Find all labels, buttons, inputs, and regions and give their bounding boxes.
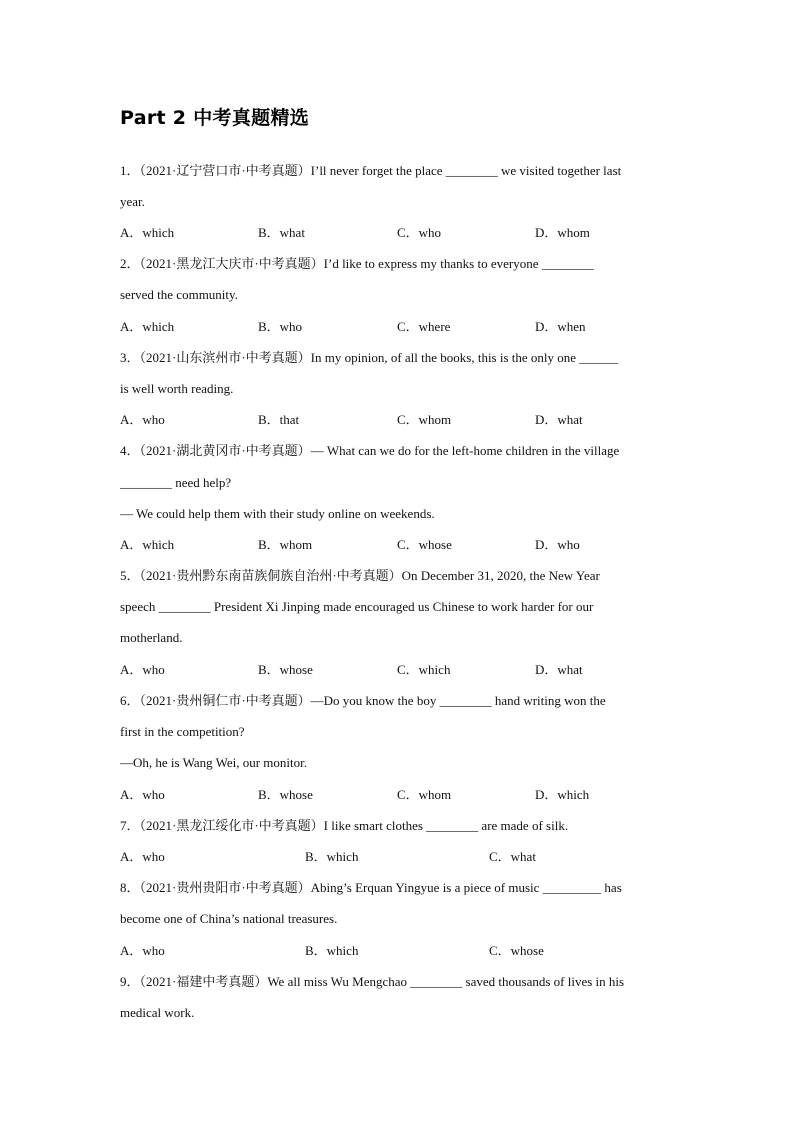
question-8-text: 8．（2021·贵州贵阳市·中考真题）Abing’s Erquan Yingyue is a piece of music _________ has: [120, 880, 622, 895]
question-5-text-cont: speech ________ President Xi Jinping made encouraged us Chinese to work harder for our: [120, 599, 594, 614]
question-9-text-cont: medical work.: [120, 1005, 195, 1020]
question-2-text: 2．（2021·黑龙江大庆市·中考真题）I’d like to express my thanks to everyone ________: [120, 256, 594, 271]
question-9-text: 9．（2021·福建中考真题）We all miss Wu Mengchao ________ saved thousands of lives in his: [120, 974, 625, 989]
question-6-response: —Oh, he is Wang Wei, our monitor.: [120, 755, 307, 770]
question-1-option-a: A．which: [120, 225, 175, 240]
question-5-text-cont-2: motherland.: [120, 630, 183, 645]
question-7-option-b: B．which: [305, 849, 359, 864]
question-5-text: 5．（2021·贵州黔东南苗族侗族自治州·中考真题）On December 31, 2020, the New Year: [120, 568, 600, 583]
question-3-option-a: A．who: [120, 412, 165, 427]
question-5-option-d: D．what: [535, 662, 583, 677]
question-8-option-a: A．who: [120, 943, 165, 958]
question-2-option-a: A．which: [120, 319, 175, 334]
question-7-text: 7．（2021·黑龙江绥化市·中考真题）I like smart clothes ________ are made of silk.: [120, 818, 569, 833]
question-4-option-a: A．which: [120, 537, 175, 552]
question-1-option-b: B．what: [258, 225, 305, 240]
question-4-option-b: B．whom: [258, 537, 313, 552]
question-2-option-d: D．when: [535, 319, 586, 334]
question-3-option-b: B．that: [258, 412, 300, 427]
question-4-option-c: C．whose: [397, 537, 452, 552]
question-2-option-c: C．where: [397, 319, 451, 334]
question-3-text-cont: is well worth reading.: [120, 381, 234, 396]
question-4-response: — We could help them with their study online on weekends.: [120, 506, 435, 521]
question-8-option-c: C．whose: [489, 943, 544, 958]
question-5-option-c: C．which: [397, 662, 451, 677]
question-8-option-b: B．which: [305, 943, 359, 958]
question-3-text: 3．（2021·山东滨州市·中考真题）In my opinion, of all the books, this is the only one ______: [120, 350, 619, 365]
question-1-option-d: D．whom: [535, 225, 590, 240]
question-6-text: 6．（2021·贵州铜仁市·中考真题）—Do you know the boy ________ hand writing won the: [120, 693, 606, 708]
question-2-option-b: B．who: [258, 319, 303, 334]
question-2-text-cont: served the community.: [120, 287, 238, 302]
question-6-option-a: A．who: [120, 787, 165, 802]
question-4-text: 4．（2021·湖北黄冈市·中考真题）— What can we do for the left-home children in the village: [120, 443, 620, 458]
question-3-option-c: C．whom: [397, 412, 452, 427]
question-4-option-d: D．who: [535, 537, 580, 552]
section-title: Part 2 中考真题精选: [120, 107, 310, 129]
question-5-option-b: B．whose: [258, 662, 313, 677]
question-1-text-cont: year.: [120, 194, 145, 209]
question-5-option-a: A．who: [120, 662, 165, 677]
question-6-text-cont: first in the competition?: [120, 724, 245, 739]
question-7-option-c: C．what: [489, 849, 536, 864]
question-4-text-cont: ________ need help?: [120, 475, 232, 490]
question-7-option-a: A．who: [120, 849, 165, 864]
question-8-text-cont: become one of China’s national treasures.: [120, 911, 338, 926]
question-1-option-c: C．who: [397, 225, 442, 240]
question-3-option-d: D．what: [535, 412, 583, 427]
question-1-text: 1．（2021·辽宁营口市·中考真题）I’ll never forget the place ________ we visited together last: [120, 163, 622, 178]
question-6-option-c: C．whom: [397, 787, 452, 802]
question-6-option-b: B．whose: [258, 787, 313, 802]
question-6-option-d: D．which: [535, 787, 590, 802]
